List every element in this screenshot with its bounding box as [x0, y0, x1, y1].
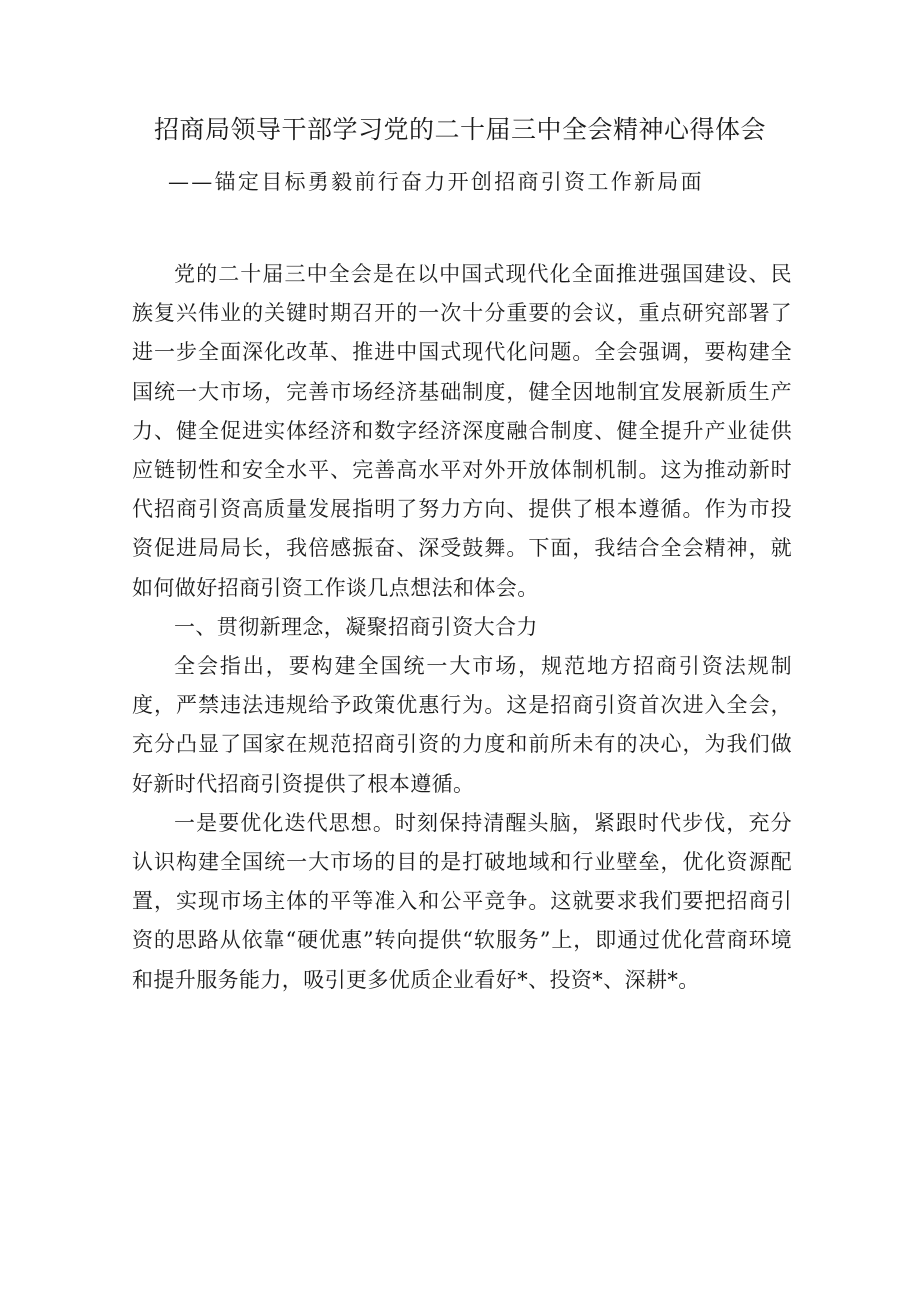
section-heading-1: 一、贯彻新理念，凝聚招商引资大合力	[174, 614, 538, 639]
document-body	[132, 255, 792, 1000]
document-title: 招商局领导干部学习党的二十届三中全会精神心得体会	[153, 115, 766, 144]
document-subtitle: ——锚定目标勇毅前行奋力开创招商引资工作新局面	[168, 170, 704, 194]
intro-paragraph: 党的二十届三中全会是在以中国式现代化全面推进强国建设、民族复兴伟业的关键时期召开的一次十分重要的会议，重点研究部署了进一步全面深化改革、推进中国式现代化问题。全会强调，要构建全国统一大市场，完善市场经济基础制度，健全因地制宜发展新质生产力、健全促进实体经济和数字经济深度融合制度、健全提升产业徒供应链韧性和安全水平、完善高水平对外开放体制机制。这为推动新时代招商引资高质量发展指明了努力方向、提供了根本遵循。作为市投资促进局局长，我倍感振奋、深受鼓舞。下面，我结合全会精神，就如何做好招商引资工作谈几点想法和体会。	[132, 262, 792, 600]
body-paragraph: 全会指出，要构建全国统一大市场，规范地方招商引资法规制度，严禁违法违规给予政策优惠行为。这是招商引资首次进入全会，充分凸显了国家在规范招商引资的力度和前所未有的决心，为我们做好新时代招商引资提供了根本遵循。	[132, 654, 792, 796]
body-paragraph: 一是要优化迭代思想。时刻保持清醒头脑，紧跟时代步伐，充分认识构建全国统一大市场的目的是打破地域和行业壁垒，优化资源配置，实现市场主体的平等准入和公平竞争。这就要求我们要把招商引资的思路从依靠“硬优惠”转向提供“软服务”上，即通过优化营商环境和提升服务能力，吸引更多优质企业看好*、投资*、深耕*。	[132, 810, 792, 992]
